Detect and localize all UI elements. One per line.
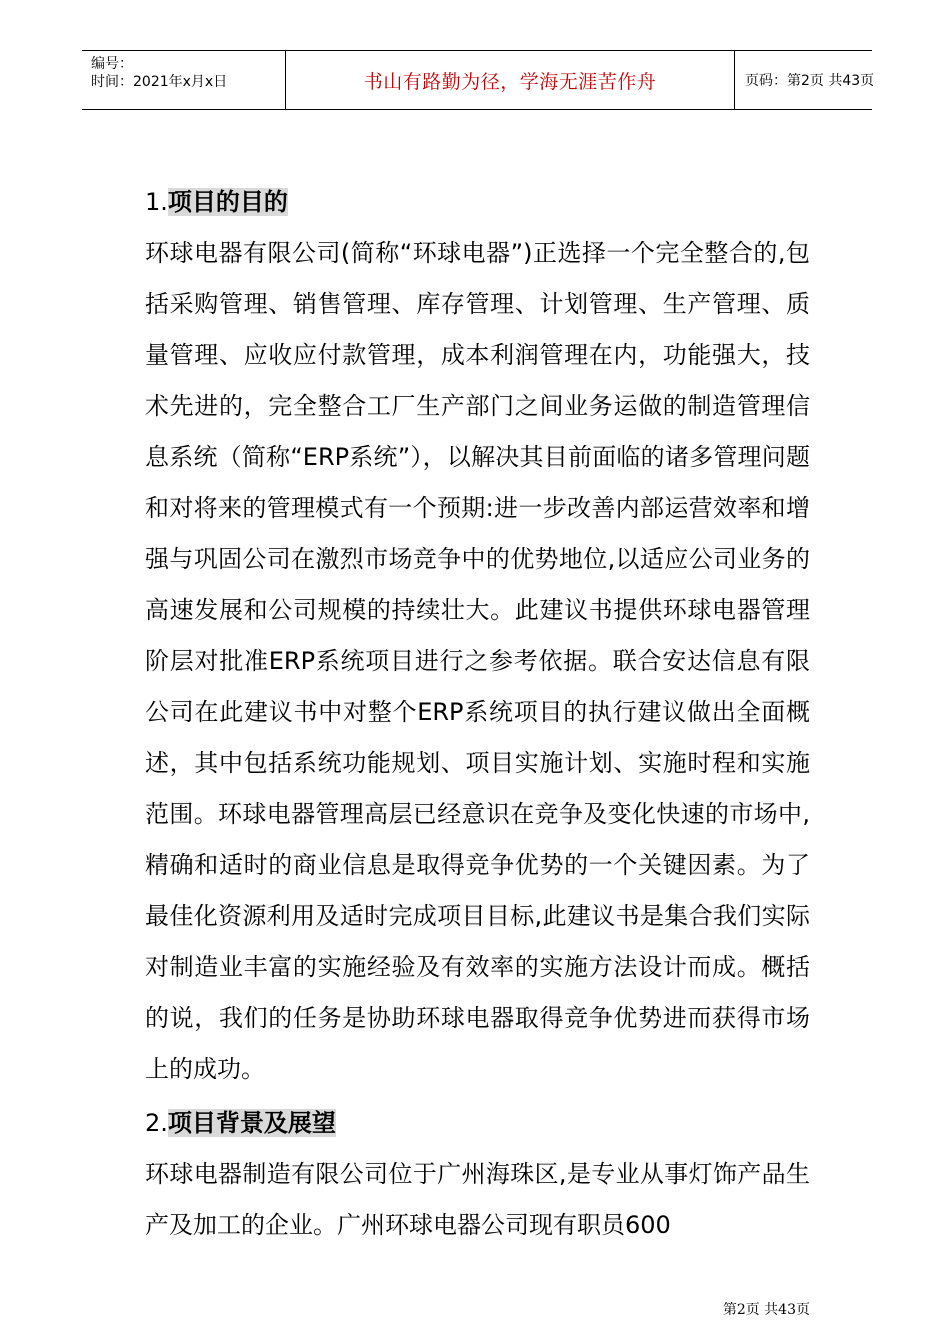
header-motto-cell xyxy=(285,51,735,109)
section-paragraph-background: 环球电器制造有限公司位于广州海珠区,是专业从事灯饰产品生产及加工的企业。广州环球电器公司现有职员600 xyxy=(145,1160,810,1239)
section-number: 2. xyxy=(145,1109,168,1137)
page-footer: 第2页 共43页 xyxy=(722,1302,810,1318)
section-number: 1. xyxy=(145,188,168,216)
document-number-label: 编号： xyxy=(91,56,133,72)
section-title: 项目背景及展望 xyxy=(167,1109,336,1137)
section-title: 项目的目的 xyxy=(167,188,288,216)
document-body xyxy=(145,176,825,1251)
section-heading-purpose xyxy=(145,176,825,228)
page-header xyxy=(82,50,875,110)
header-page-cell xyxy=(735,51,875,109)
section-heading-background xyxy=(145,1097,825,1149)
document-date-label: 时间：2021年x月x日 xyxy=(91,74,228,90)
header-motto: 书山有路勤为径，学海无涯苦作舟 xyxy=(363,70,657,93)
section-paragraph-purpose: 环球电器有限公司(简称“环球电器”)正选择一个完全整合的,包括采购管理、销售管理、库存管理、计划管理、生产管理、质量管理、应收应付款管理，成本利润管理在内，功能强大，技术先进的，完全整合工厂生产部门之间业务运做的制造管理信息系统（简称“ERP系统”），以解决其目前面临的诸多管理问题和对将来的管理模式有一个预期:进一步改善内部运营效率和增强与巩固公司在激烈市场竞争中的优势地位,以适应公司业务的高速发展和公司规模的持续壮大。此建议书提供环球电器管理阶层对批准ERP系统项目进行之参考依据。联合安达信息有限公司在此建议书中对整个ERP系统项目的执行建议做出全面概述，其中包括系统功能规划、项目实施计划、实施时程和实施范围。环球电器管理高层已经意识在竞争及变化快速的市场中,精确和适时的商业信息是取得竞争优势的一个关键因素。为了最佳化资源利用及适时完成项目目标,此建议书是集合我们实际对制造业丰富的实施经验及有效率的实施方法设计而成。概括的说，我们的任务是协助环球电器取得竞争优势进而获得市场上的成功。 xyxy=(145,239,810,1083)
header-page-number: 页码：第2页 共43页 xyxy=(745,73,875,89)
header-meta xyxy=(82,51,285,109)
